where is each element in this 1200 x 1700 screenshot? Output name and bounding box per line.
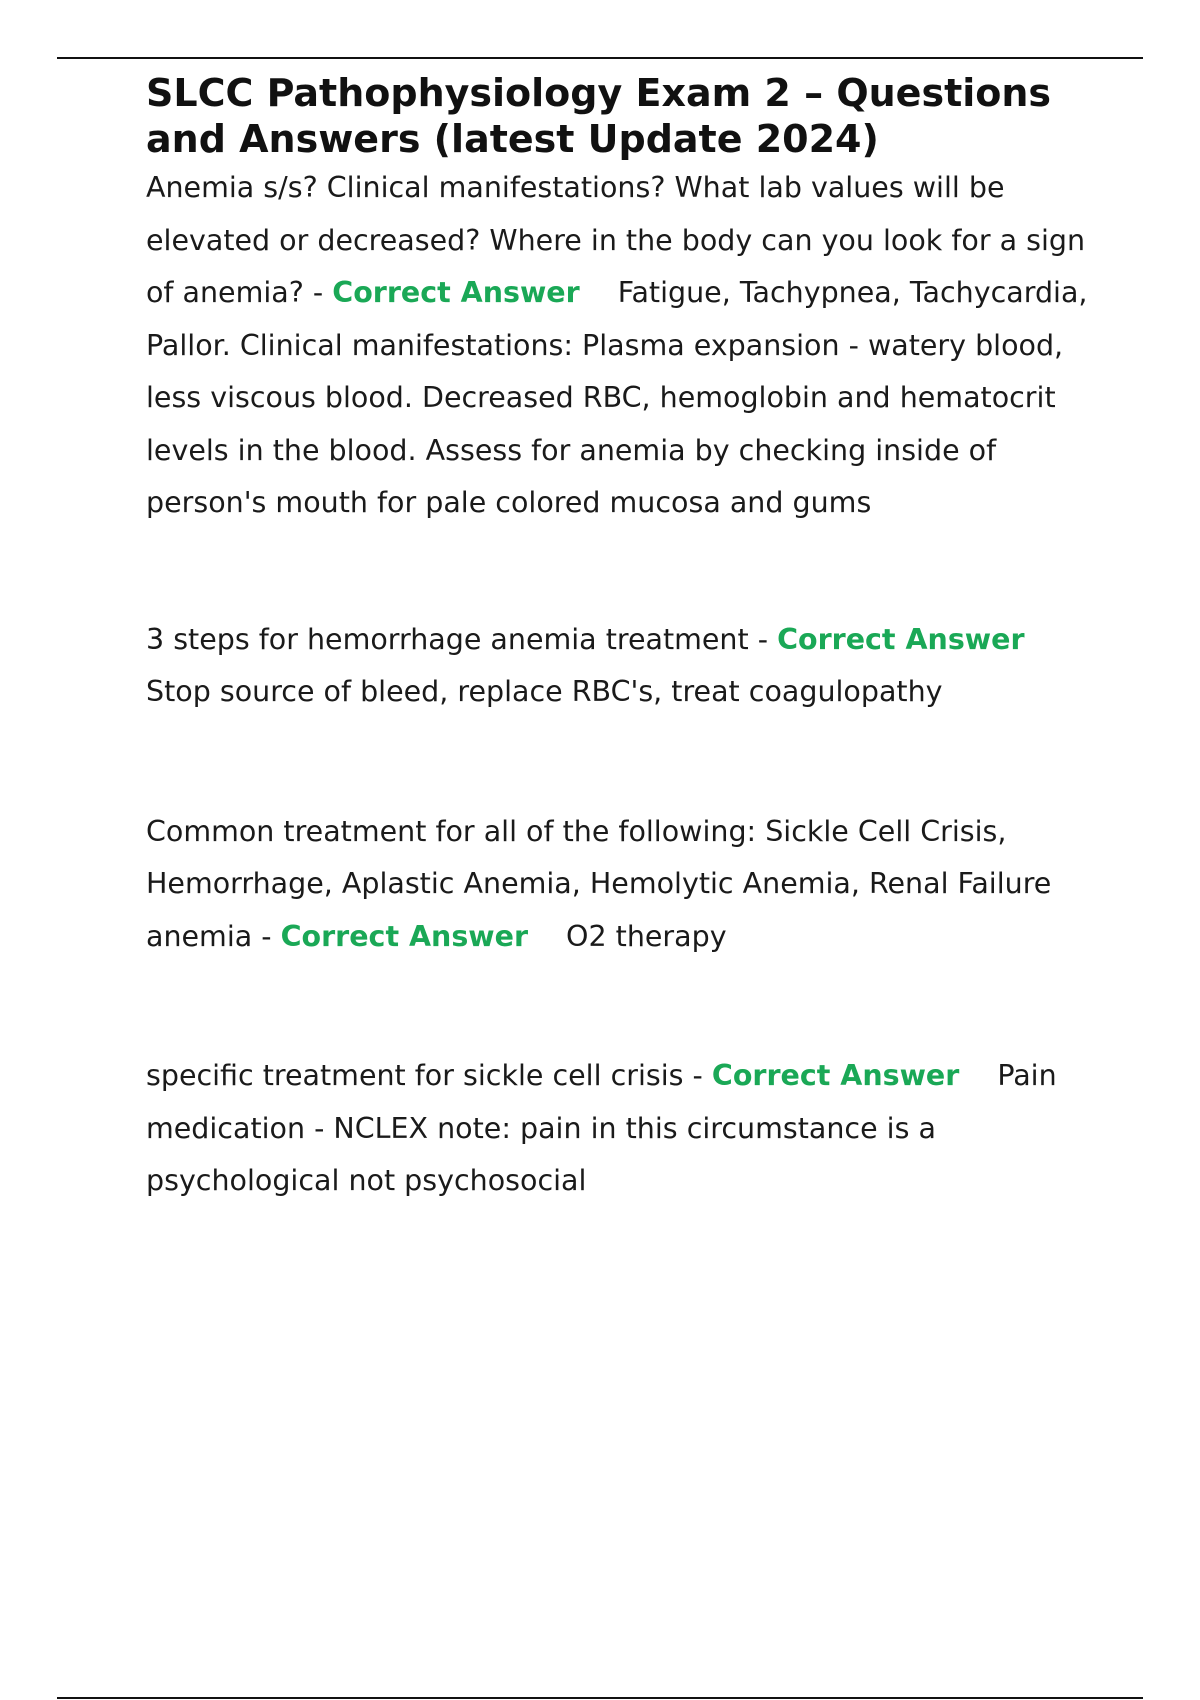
correct-answer-label: Correct Answer <box>280 919 529 953</box>
question-text: specific treatment for sickle cell crisis - <box>146 1059 703 1092</box>
qa-item <box>146 614 1096 719</box>
correct-answer-label: Correct Answer <box>711 1059 960 1092</box>
bottom-rule <box>57 1697 1143 1699</box>
qa-item <box>146 806 1096 964</box>
top-rule <box>57 57 1143 59</box>
question-text: Anemia s/s? Clinical manifestations? What lab values will be elevated or decreased? Where in the body can you look for a sign of anemia? - <box>146 171 1086 309</box>
answer-text: Stop source of bleed, replace RBC's, treat coagulopathy <box>146 675 943 708</box>
document-title: SLCC Pathophysiology Exam 2 – Questions and Answers (latest Update 2024) <box>146 71 1052 161</box>
answer-text: Fatigue, Tachypnea, Tachycardia, Pallor. Clinical manifestations: Plasma expansion - watery blood, less viscous blood. Decreased RBC, hemoglobin and hematocrit levels in the blood. Assess for anemia by checking inside of person's mouth for pale colored mucosa and gums <box>146 276 1088 519</box>
question-text: 3 steps for hemorrhage anemia treatment - <box>146 622 769 656</box>
qa-item <box>146 162 1096 530</box>
answer-text: Pain medication - NCLEX note: pain in this circumstance is a psychological not psychosocial <box>146 1059 1057 1197</box>
question-text: Common treatment for all of the following: Sickle Cell Crisis, Hemorrhage, Aplastic Anemia, Hemolytic Anemia, Renal Failure anemia - <box>146 814 1052 953</box>
qa-item <box>146 1050 1096 1208</box>
correct-answer-label: Correct Answer <box>332 276 580 309</box>
correct-answer-label: Correct Answer <box>777 622 1025 656</box>
document-body <box>146 70 1096 1208</box>
answer-text: O2 therapy <box>566 919 727 953</box>
